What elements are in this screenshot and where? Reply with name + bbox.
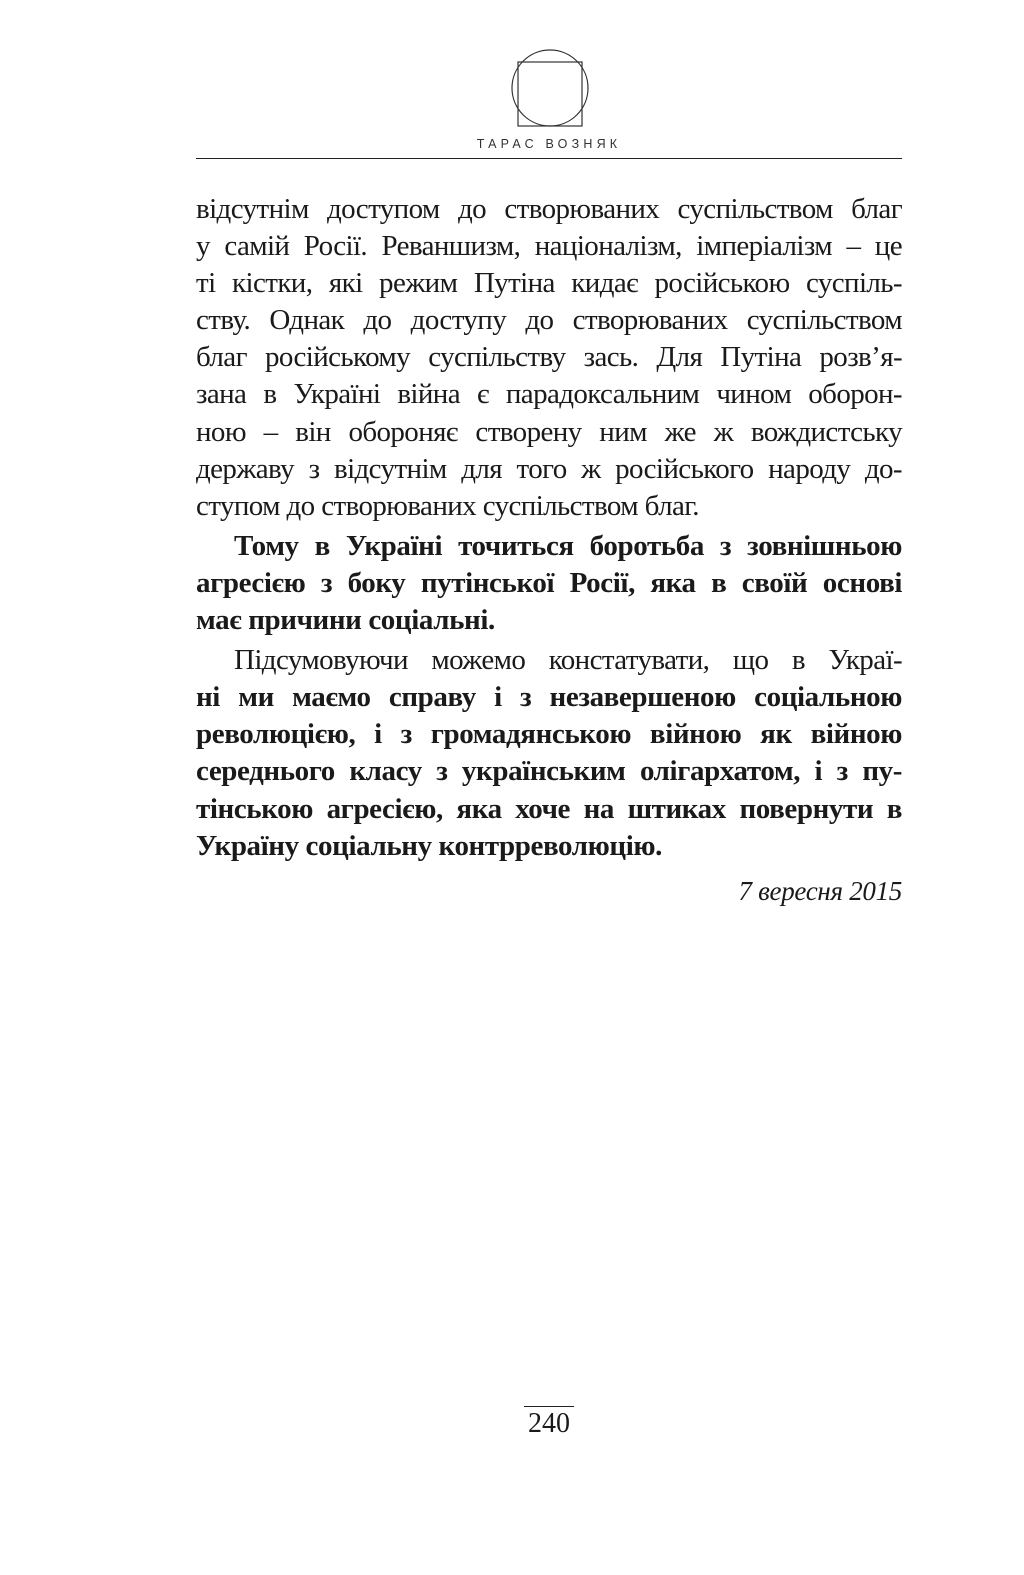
text-line: державу з відсутнім для того ж російського народу до-	[196, 452, 902, 485]
text-line: агресією з боку путінської Росії, яка в своїй основі	[196, 566, 902, 599]
text-line: Підсумовуючи можемо констатувати, що в Украї-	[234, 644, 902, 677]
text-line: ступом до створюваних суспільством благ.	[196, 489, 699, 522]
text-line: благ російському суспільству зась. Для Путіна розв’я-	[196, 341, 902, 374]
article-date: 7 вересня 2015	[738, 876, 902, 906]
text-line: ству. Однак до доступу до створюваних суспільством	[196, 304, 902, 337]
text-line: ті кістки, які режим Путіна кидає російською суспіль-	[196, 267, 902, 300]
text-line: Тому в Україні точиться боротьба з зовнішньою	[234, 529, 902, 562]
text-line: зана в Україні війна є парадоксальним чином оборон-	[196, 378, 902, 411]
header-rule	[196, 158, 902, 159]
text-line: середнього класу з українським олігархатом, і з пу-	[196, 755, 902, 788]
text-line: тінською агресією, яка хоче на штиках повернути в	[196, 792, 902, 825]
text-line: Україну соціальну контрреволюцію.	[196, 829, 662, 862]
text-line: ною – він обороняє створену ним же ж вождистську	[196, 415, 902, 448]
text-line: ні ми маємо справу і з незавершеною соціальною	[196, 681, 902, 714]
circle-square-logo-icon	[510, 48, 590, 128]
body-text	[196, 191, 902, 865]
paragraph-2-bold	[196, 528, 902, 639]
running-head-author: ТАРАС ВОЗНЯК	[476, 137, 622, 151]
paragraph-1	[196, 191, 902, 525]
text-line: революцією, і з громадянською війною як війною	[196, 718, 902, 751]
text-line: у самій Росії. Реваншизм, націоналізм, імперіалізм – це	[196, 230, 902, 263]
page-number-value: 240	[524, 1406, 574, 1441]
page-number	[196, 1406, 902, 1441]
paragraph-3	[196, 642, 902, 865]
text-line: відсутнім доступом до створюваних суспільством благ	[196, 193, 902, 225]
text-line: має причини соціальні.	[196, 604, 495, 637]
